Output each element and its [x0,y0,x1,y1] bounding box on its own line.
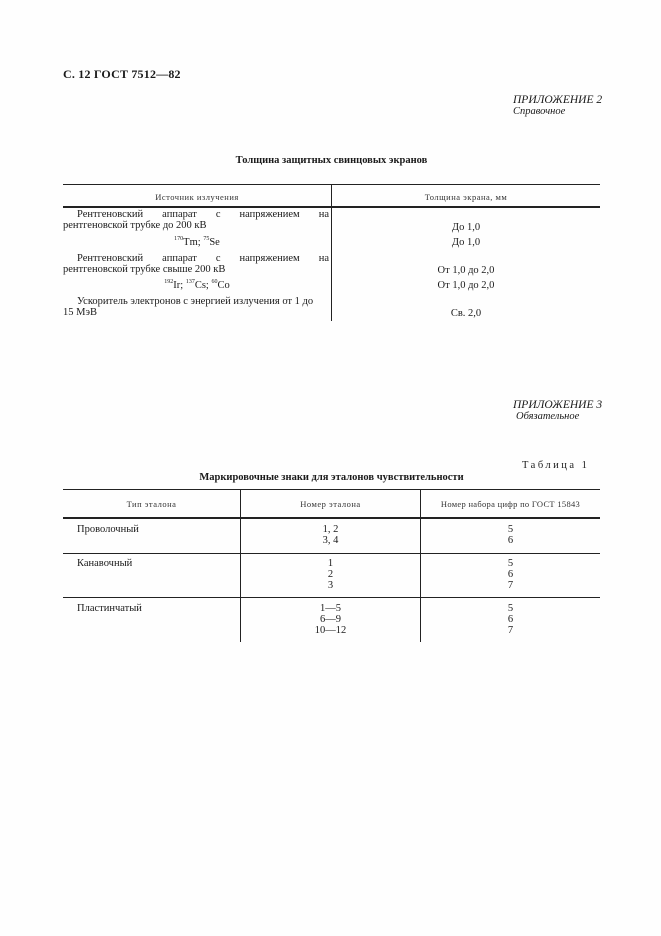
standard-number: 1—5 [320,603,341,614]
standard-number: 1, 2 [322,524,339,535]
digit-set: 6 [507,614,514,625]
standard-number: 6—9 [320,614,341,625]
column-header-digit-set: Номер набора цифр по ГОСТ 15843 [440,499,581,509]
digit-set: 5 [507,524,514,535]
group-divider [63,597,600,598]
column-header-type: Тип эталона [126,499,177,509]
standard-number: 2 [327,569,334,580]
appendix-3-type: Обязательное [516,411,580,422]
standard-number: 3, 4 [322,535,339,546]
table-2-title: Маркировочные знаки для эталонов чувствительности [199,472,464,483]
thickness-value: От 1,0 до 2,0 [437,280,495,291]
digit-set: 6 [507,535,514,546]
column-header-source: Источник излучения [155,192,239,202]
thickness-value: От 1,0 до 2,0 [437,265,495,276]
source-text: рентгеновской трубке до 200 кВ [63,220,207,231]
digit-set: 6 [507,569,514,580]
standard-number: 1 [327,558,334,569]
appendix-2-type: Справочное [513,106,566,117]
column-header-thickness: Толщина экрана, мм [424,192,508,202]
digit-set: 5 [507,603,514,614]
thickness-value: Св. 2,0 [450,308,482,319]
appendix-3-title: ПРИЛОЖЕНИЕ 3 [513,399,603,411]
thickness-value: До 1,0 [451,237,481,248]
standard-type: Пластинчатый [77,603,142,614]
standard-number: 10—12 [314,625,347,636]
isotope-source: $^{170}$Tm; $^{75}$Se [174,236,220,248]
table-1-title: Толщина защитных свинцовых экранов [235,155,428,166]
table-header-rule [63,517,600,519]
source-text: 15 МэВ [63,307,97,318]
column-header-number: Номер эталона [300,499,361,509]
digit-set: 5 [507,558,514,569]
thickness-value: До 1,0 [451,222,481,233]
page-header: С. 12 ГОСТ 7512—82 [63,67,181,81]
standard-type: Проволочный [77,524,139,535]
source-text: рентгеновской трубке свыше 200 кВ [63,264,226,275]
source-text: Рентгеновский аппарат с напряжением на [77,209,329,220]
group-divider [63,553,600,554]
standard-type: Канавочный [77,558,133,569]
digit-set: 7 [507,625,514,636]
appendix-2-title: ПРИЛОЖЕНИЕ 2 [513,94,603,106]
source-text: Ускоритель электронов с энергией излучения от 1 до [77,296,314,307]
standard-number: 3 [327,580,334,591]
table-top-rule [63,489,600,490]
isotope-source: $^{192}$Ir; $^{137}$Cs; $^{60}$Co [164,279,230,291]
source-text: Рентгеновский аппарат с напряжением на [77,253,329,264]
digit-set: 7 [507,580,514,591]
table-label: Таблица 1 [522,460,590,471]
